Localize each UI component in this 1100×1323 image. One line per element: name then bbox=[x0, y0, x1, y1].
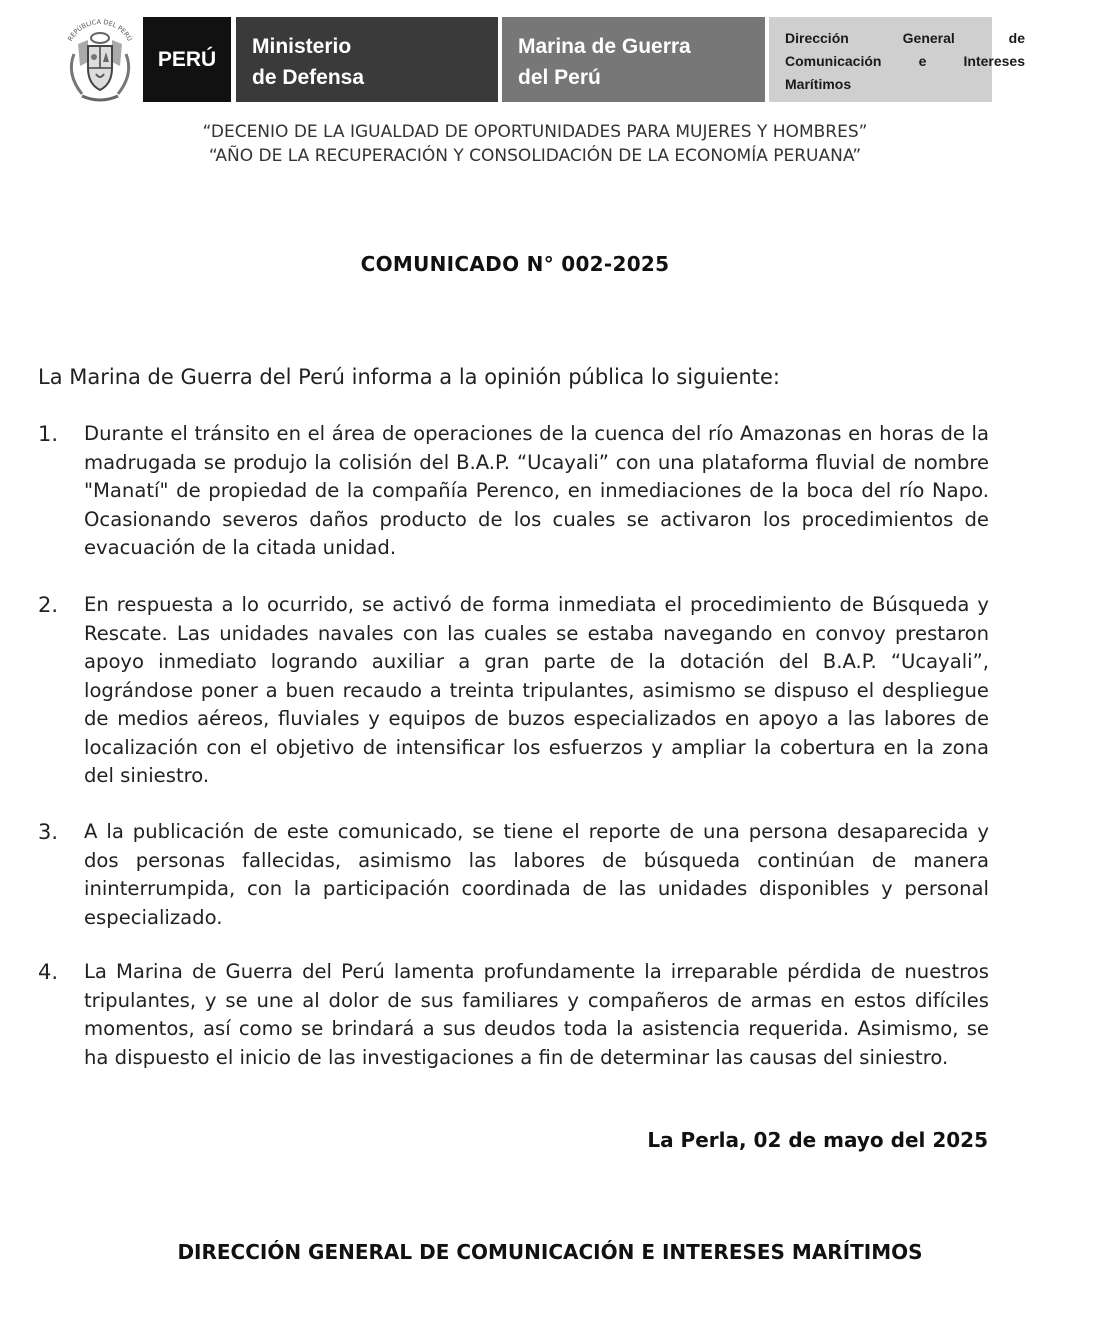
direccion-line2: Comunicación e Intereses bbox=[785, 53, 1025, 69]
item-text: Durante el tránsito en el área de operaciones de la cuenca del río Amazonas en horas de la madrugada se produjo la colisión del B.A.P. “Ucayali” con una plataforma fluvial de nombre "Manatí" de propiedad de la compañía Perenco, en inmediaciones de la boca del río Napo. Ocasionando severos daños producto de los cuales se activaron los procedimientos de evacuación de la citada unidad. bbox=[84, 422, 989, 559]
intro-paragraph: La Marina de Guerra del Perú informa a la opinión pública lo siguiente: bbox=[38, 365, 780, 389]
item-number: 1. bbox=[38, 422, 59, 446]
direccion-line3: Marítimos bbox=[785, 76, 852, 92]
item-number: 4. bbox=[38, 960, 59, 984]
letterhead bbox=[0, 0, 1025, 110]
svg-text:REPÚBLICA DEL PERÚ: REPÚBLICA DEL PERÚ bbox=[66, 17, 134, 43]
ministerio-block bbox=[236, 17, 498, 102]
coat-of-arms-icon bbox=[60, 14, 140, 104]
ministerio-line2: de Defensa bbox=[252, 66, 365, 89]
ministerio-line1: Ministerio bbox=[252, 35, 352, 58]
item-text: La Marina de Guerra del Perú lamenta profundamente la irreparable pérdida de nuestros tripulantes, y se une al dolor de sus familiares y compañeros de armas en estos difíciles momentos, así como se brindará a sus deudos toda la asistencia requerida. Asimismo, se ha dispuesto el inicio de las investigaciones a fin de determinar las causas del siniestro. bbox=[84, 960, 989, 1069]
peru-text: PERÚ bbox=[157, 47, 217, 71]
motto-line2: “AÑO DE LA RECUPERACIÓN Y CONSOLIDACIÓN DE LA ECONOMÍA PERUANA” bbox=[208, 146, 862, 166]
motto-line1: “DECENIO DE LA IGUALDAD DE OPORTUNIDADES PARA MUJERES Y HOMBRES” bbox=[202, 122, 868, 142]
item-text: En respuesta a lo ocurrido, se activó de forma inmediata el procedimiento de Búsqueda y Rescate. Las unidades navales con las cuales se estaba navegando en convoy prestaron apoyo inmediato logrando auxiliar a gran parte de la dotación del B.A.P. “Ucayali”, lográndose poner a buen recaudo a treinta tripulantes, asimismo se dispuso el despliegue de medios aéreos, fluviales y equipos de buzos especializados en apoyo a las labores de localización con el objetivo de intensificar los esfuerzos y ampliar la cobertura en la zona del siniestro. bbox=[84, 593, 989, 787]
official-mottos bbox=[0, 120, 1070, 168]
direccion-block bbox=[769, 17, 1025, 102]
marina-line2: del Perú bbox=[518, 66, 601, 89]
item-text: A la publicación de este comunicado, se tiene el reporte de una persona desaparecida y dos personas fallecidas, asimismo las labores de búsqueda continúan de manera ininterrumpida, con la participación coordinada de las unidades disponibles y personal especializado. bbox=[84, 820, 989, 929]
item-number: 3. bbox=[38, 820, 59, 844]
peru-label bbox=[143, 17, 231, 102]
direccion-line1: Dirección General de bbox=[785, 30, 1025, 46]
place-and-date: La Perla, 02 de mayo del 2025 bbox=[647, 1128, 988, 1152]
signature-block: DIRECCIÓN GENERAL DE COMUNICACIÓN E INTERESES MARÍTIMOS bbox=[177, 1240, 923, 1264]
marina-line1: Marina de Guerra bbox=[518, 35, 691, 58]
document-title: COMUNICADO N° 002-2025 bbox=[360, 252, 670, 276]
item-number: 2. bbox=[38, 593, 59, 617]
marina-block bbox=[502, 17, 765, 102]
